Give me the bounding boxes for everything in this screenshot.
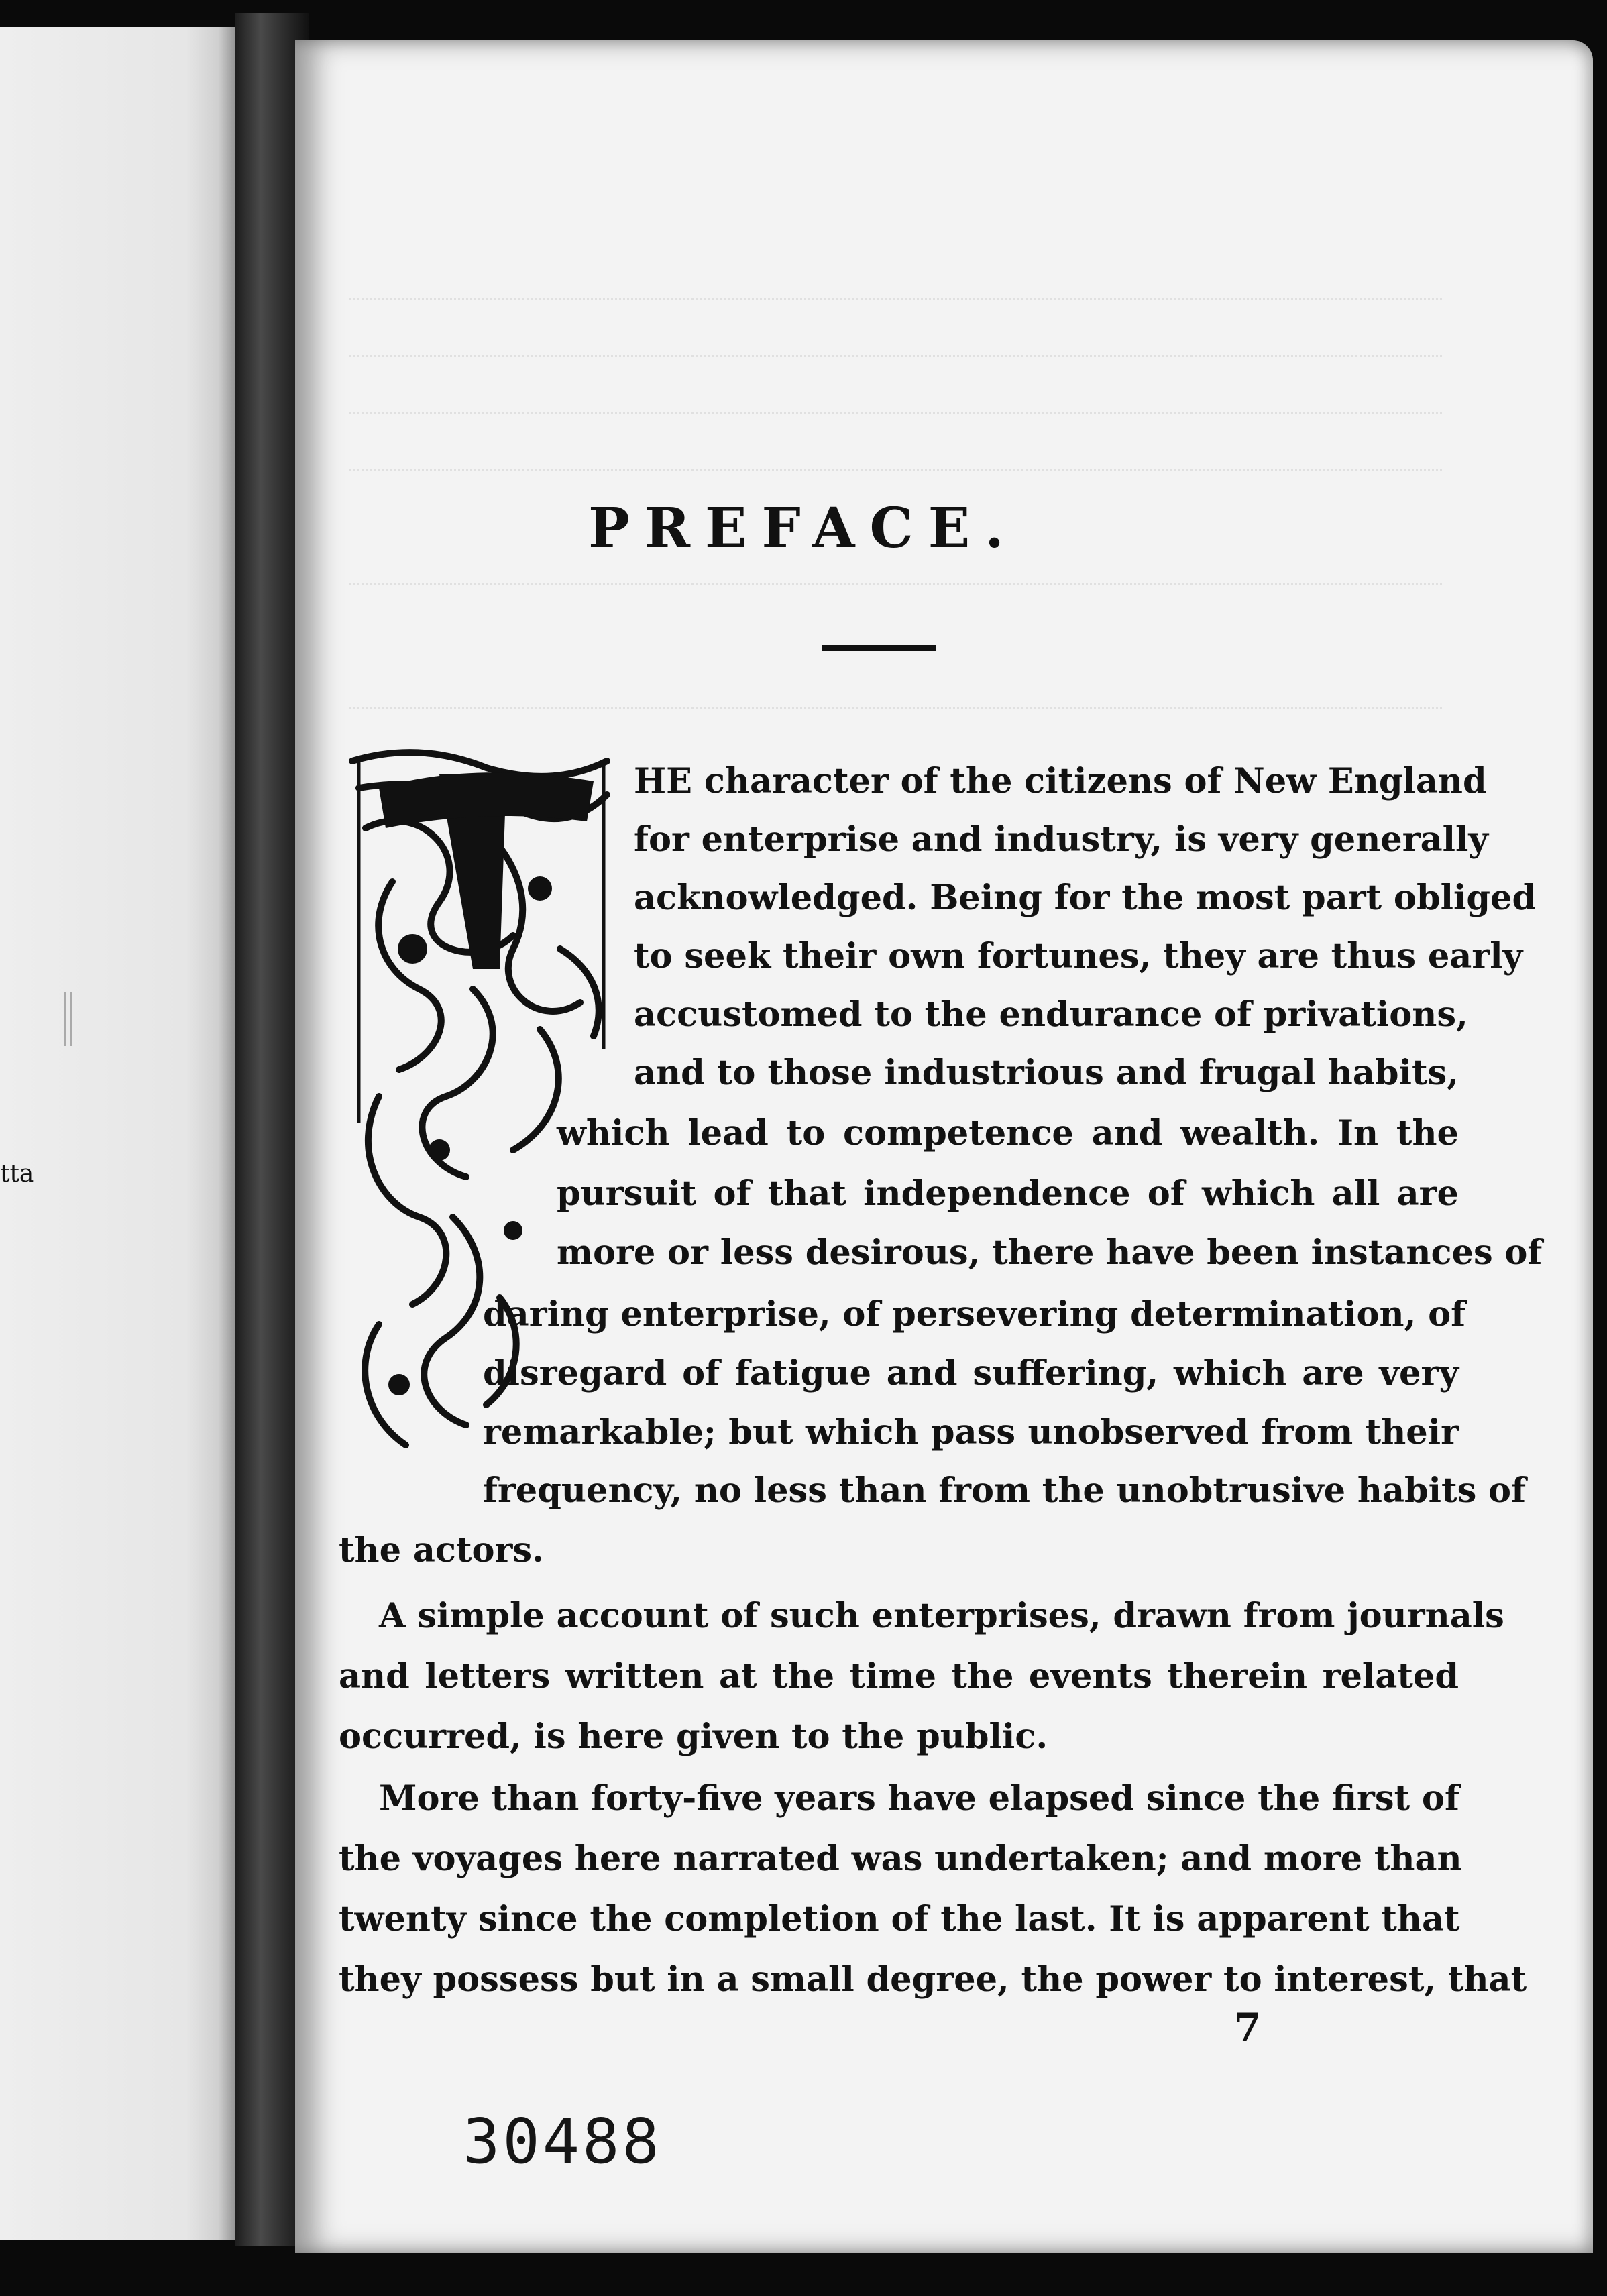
text-line: daring enterprise, of persevering determination, of <box>483 1294 1466 1334</box>
text-line: accustomed to the endurance of privations, <box>634 994 1468 1035</box>
show-through-line <box>349 583 1442 592</box>
show-through-line <box>349 412 1442 421</box>
show-through-line <box>349 707 1442 716</box>
text-line: for enterprise and industry, is very generally <box>634 819 1489 860</box>
show-through-line <box>349 469 1442 478</box>
text-line: they possess but in a small degree, the power to interest, that <box>339 1959 1527 2000</box>
text-line: more or less desirous, there have been instances of <box>557 1232 1543 1273</box>
show-through-line <box>349 355 1442 364</box>
text-line: twenty since the completion of the last. It is apparent that <box>339 1899 1460 1939</box>
page-number: 7 <box>1234 2005 1262 2051</box>
previous-page-fragment: tta <box>0 1160 34 1188</box>
text-line: to seek their own fortunes, they are thus early <box>634 936 1523 976</box>
text-line: HE character of the citizens of New England <box>634 761 1487 801</box>
text-line: acknowledged. Being for the most part obliged <box>634 878 1537 918</box>
text-line: pursuit of that independence of which all are <box>557 1173 1459 1214</box>
page-title: PREFACE. <box>588 496 1019 561</box>
previous-page <box>0 27 248 2240</box>
text-line: the voyages here narrated was undertaken; and more than <box>339 1839 1462 1879</box>
text-line: and to those industrious and frugal habits, <box>634 1053 1459 1093</box>
text-line: the actors. <box>339 1530 544 1570</box>
text-line: disregard of fatigue and suffering, which are very <box>483 1353 1459 1393</box>
text-line: frequency, no less than from the unobtrusive habits of <box>483 1471 1527 1511</box>
title-rule <box>822 645 936 651</box>
text-line: which lead to competence and wealth. In the <box>557 1113 1459 1153</box>
text-line: A simple account of such enterprises, drawn from journals <box>379 1596 1504 1636</box>
text-line: remarkable; but which pass unobserved from their <box>483 1412 1459 1452</box>
text-line: and letters written at the time the events therein related <box>339 1656 1459 1697</box>
show-through-line <box>349 298 1442 307</box>
margin-mark <box>64 992 72 1046</box>
catalog-stamp: 30488 <box>463 2106 662 2177</box>
text-line: occurred, is here given to the public. <box>339 1717 1048 1757</box>
text-line: More than forty-five years have elapsed since the first of <box>379 1778 1459 1819</box>
